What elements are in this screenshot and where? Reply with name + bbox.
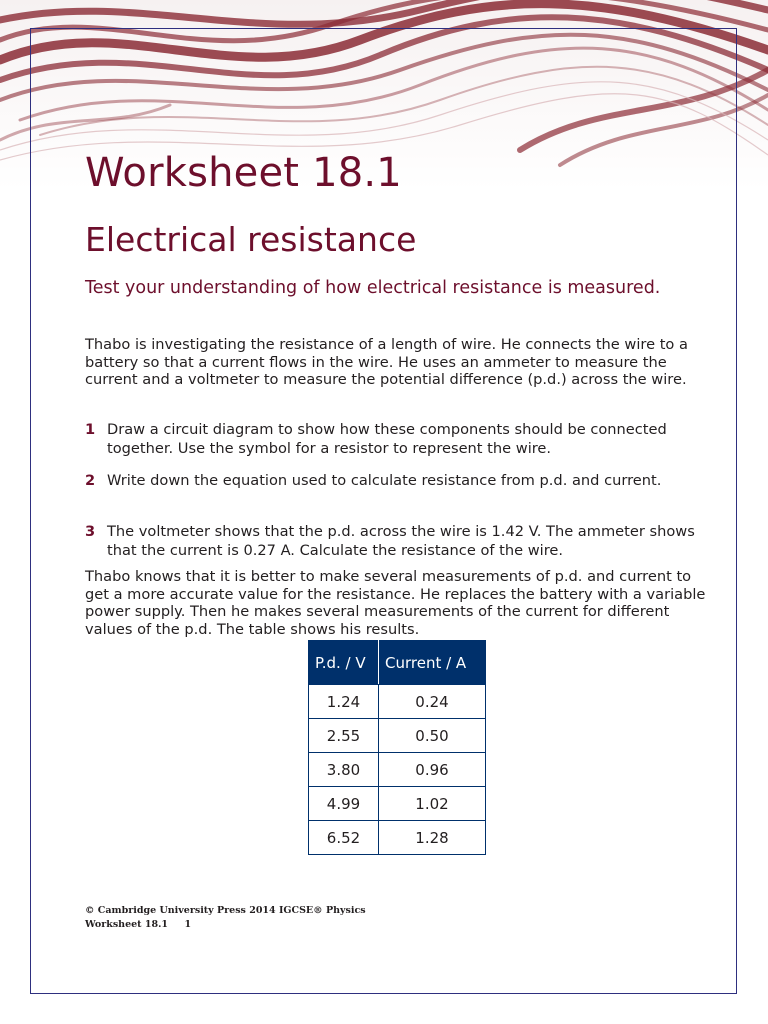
- table-row: [309, 753, 486, 787]
- page-footer: [85, 904, 366, 932]
- column-header-pd: P.d. / V: [309, 641, 379, 685]
- column-header-current: Current / A: [379, 641, 486, 685]
- copyright-line: © Cambridge University Press 2014 IGCSE® Physics: [85, 905, 366, 916]
- page-number: 1: [184, 919, 192, 930]
- question-text: The voltmeter shows that the p.d. across the wire is 1.42 V. The ammeter shows that the current is 0.27 A. Calculate the resistance of the wire.: [107, 523, 695, 559]
- question-text: Write down the equation used to calculate resistance from p.d. and current.: [107, 472, 662, 489]
- question-number: 3: [85, 523, 96, 540]
- cell-pd: 6.52: [309, 821, 379, 855]
- cell-pd: 2.55: [309, 719, 379, 753]
- page-title: Worksheet 18.1: [85, 150, 402, 196]
- cell-current: 1.28: [379, 821, 486, 855]
- question-text: Draw a circuit diagram to show how these components should be connected together. Use the symbol for a resistor to represent the wire.: [107, 421, 667, 457]
- table-row: [309, 821, 486, 855]
- results-table: [308, 640, 486, 855]
- page-subtitle: Electrical resistance: [85, 220, 417, 259]
- learning-objective: Test your understanding of how electrical resistance is measured.: [85, 278, 661, 298]
- method-paragraph: Thabo knows that it is better to make several measurements of p.d. and current to get a more accurate value for the resistance. He replaces the battery with a variable power supply. Then he makes several measurements of the current for different values of the p.d. The table shows his results.: [85, 568, 706, 638]
- question-3: [85, 523, 705, 560]
- cell-pd: 4.99: [309, 787, 379, 821]
- table-row: [309, 685, 486, 719]
- table-row: [309, 787, 486, 821]
- table-row: [309, 719, 486, 753]
- question-2: [85, 472, 705, 491]
- cell-current: 0.96: [379, 753, 486, 787]
- question-number: 2: [85, 472, 96, 489]
- cell-current: 0.24: [379, 685, 486, 719]
- table-header-row: [309, 641, 486, 685]
- footer-worksheet-label: Worksheet 18.1: [85, 919, 168, 930]
- question-number: 1: [85, 421, 96, 438]
- question-1: [85, 421, 705, 458]
- cell-current: 0.50: [379, 719, 486, 753]
- intro-paragraph: Thabo is investigating the resistance of a length of wire. He connects the wire to a battery so that a current flows in the wire. He uses an ammeter to measure the current and a voltmeter to measure the potential difference (p.d.) across the wire.: [85, 336, 688, 389]
- cell-pd: 3.80: [309, 753, 379, 787]
- cell-current: 1.02: [379, 787, 486, 821]
- footer-worksheet-line: [85, 918, 366, 932]
- cell-pd: 1.24: [309, 685, 379, 719]
